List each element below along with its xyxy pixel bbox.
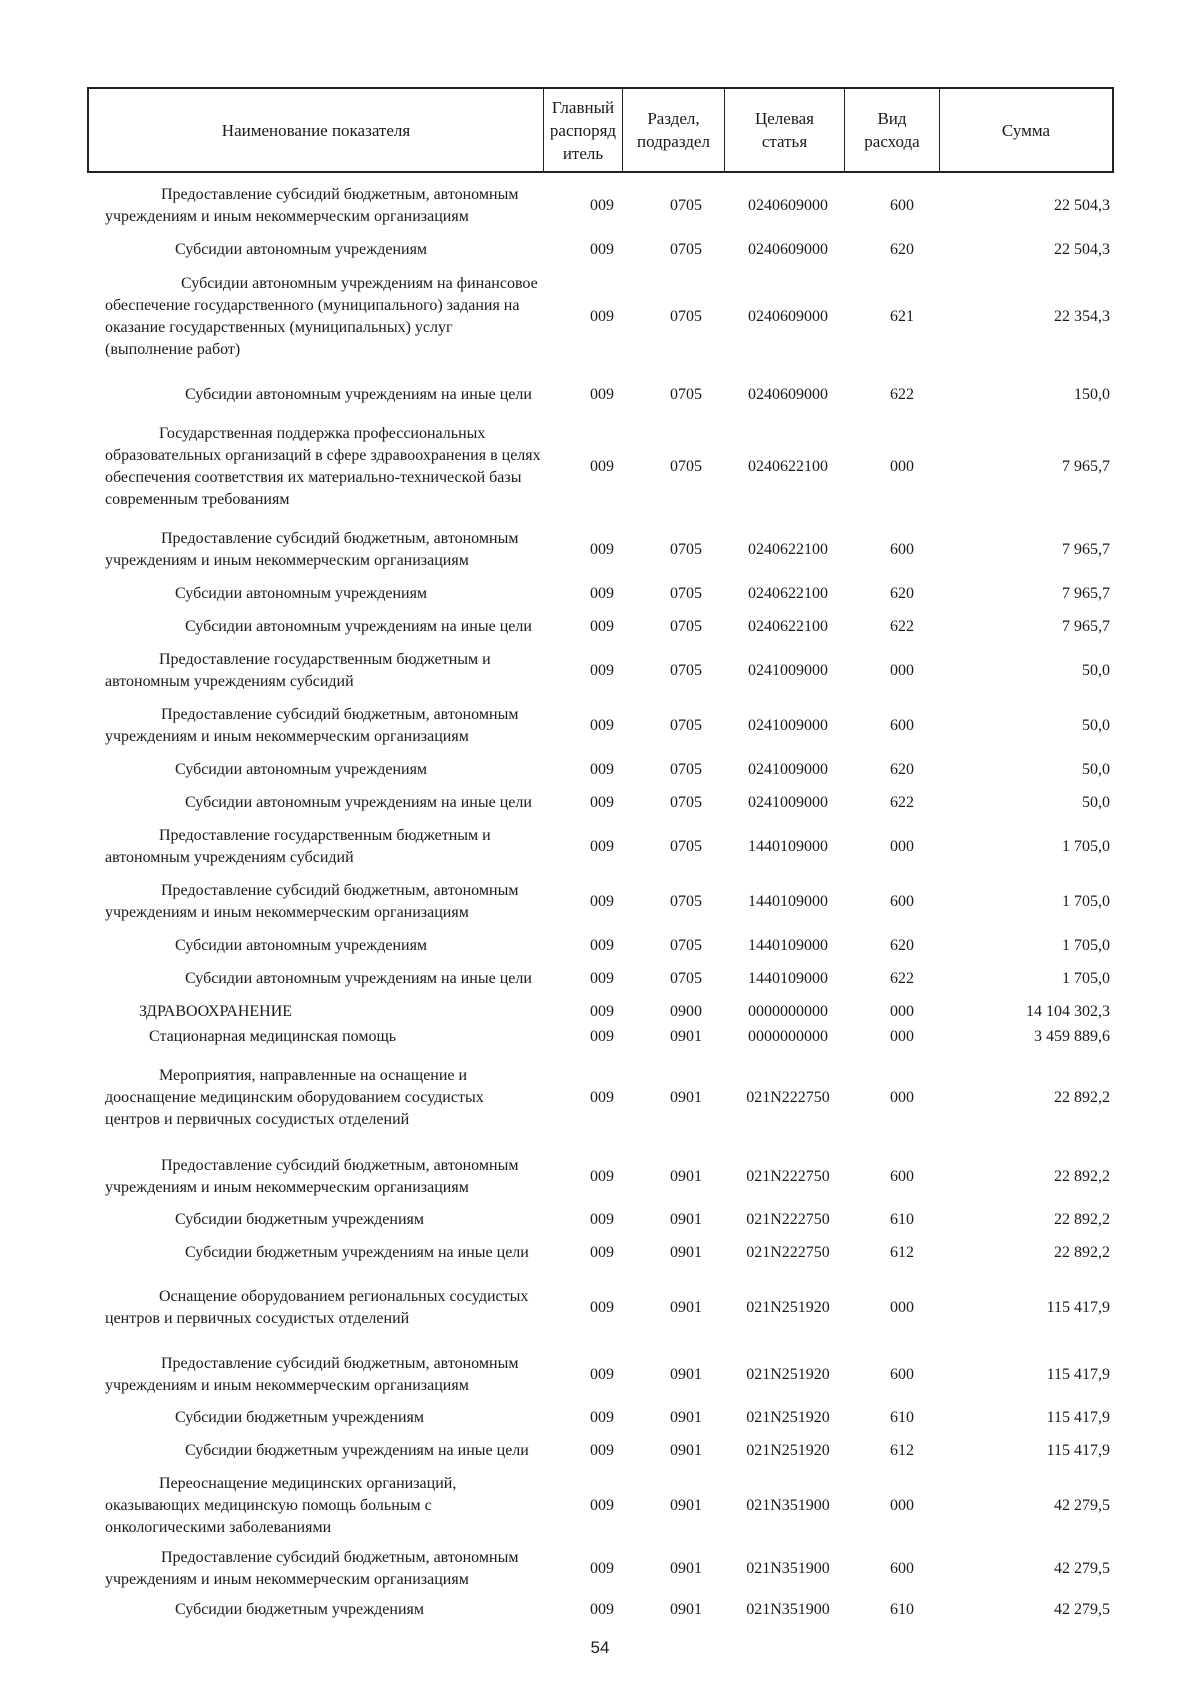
row-name-text: Субсидии бюджетным учреждениям на иные цели (185, 1442, 529, 1459)
row-section: 0901 (670, 1409, 702, 1426)
row-sum: 22 892,2 (1054, 1089, 1110, 1106)
row-sum: 42 279,5 (1054, 1560, 1110, 1577)
row-section: 0705 (670, 541, 702, 558)
row-type: 620 (890, 761, 914, 778)
row-admin: 009 (590, 308, 614, 325)
row-admin: 009 (590, 970, 614, 987)
row-section: 0705 (670, 893, 702, 910)
row-name (87, 1026, 542, 1048)
row-target: 021N222750 (746, 1089, 830, 1106)
row-name-text: Предоставление субсидий бюджетным, автономным учреждениям и иным некоммерческим организациям (105, 530, 519, 569)
row-admin: 009 (590, 1089, 614, 1106)
row-admin: 009 (590, 1366, 614, 1383)
table-row (87, 1231, 1114, 1275)
header-target: Целевая статья (725, 89, 845, 171)
row-target: 0240622100 (748, 458, 828, 475)
row-name (87, 184, 542, 228)
row-type: 600 (890, 893, 914, 910)
row-section: 0901 (670, 1442, 702, 1459)
row-name (87, 649, 542, 693)
row-name (87, 1286, 542, 1330)
row-type: 622 (890, 970, 914, 987)
row-name (87, 1440, 542, 1462)
row-sum: 50,0 (1082, 662, 1110, 679)
table-row (87, 1055, 1114, 1141)
row-name (87, 239, 542, 261)
row-section: 0705 (670, 458, 702, 475)
row-name (87, 759, 542, 781)
row-target: 021N251920 (746, 1409, 830, 1426)
row-admin: 009 (590, 1497, 614, 1514)
row-name-text: Субсидии автономным учреждениям на иные цели (185, 794, 532, 811)
table-row (87, 583, 1114, 605)
row-section: 0901 (670, 1168, 702, 1185)
row-section: 0901 (670, 1601, 702, 1618)
row-sum: 1 705,0 (1062, 893, 1110, 910)
row-name-text: Субсидии бюджетным учреждениям на иные цели (185, 1244, 529, 1261)
row-type: 600 (890, 541, 914, 558)
row-section: 0901 (670, 1299, 702, 1316)
row-section: 0705 (670, 717, 702, 734)
row-type: 600 (890, 1168, 914, 1185)
row-sum: 42 279,5 (1054, 1601, 1110, 1618)
header-name: Наименование показателя (89, 89, 544, 171)
table-body (87, 173, 1114, 1621)
row-admin: 009 (590, 241, 614, 258)
row-name-text: ЗДРАВООХРАНЕНИЕ (139, 1003, 293, 1020)
table-row (87, 935, 1114, 957)
row-type: 612 (890, 1442, 914, 1459)
row-name-text: Субсидии бюджетным учреждениям (175, 1211, 424, 1228)
row-name (87, 1407, 542, 1429)
row-admin: 009 (590, 1299, 614, 1316)
row-type: 620 (890, 241, 914, 258)
row-name (87, 1001, 542, 1023)
row-type: 620 (890, 937, 914, 954)
row-admin: 009 (590, 585, 614, 602)
row-type: 000 (890, 838, 914, 855)
table-row (87, 423, 1114, 511)
row-type: 600 (890, 197, 914, 214)
table-row (87, 759, 1114, 781)
row-target: 0240609000 (748, 386, 828, 403)
row-name (87, 1065, 542, 1131)
table-row (87, 693, 1114, 759)
row-admin: 009 (590, 1244, 614, 1261)
row-name (87, 1353, 542, 1397)
row-type: 000 (890, 1299, 914, 1316)
row-target: 0240622100 (748, 618, 828, 635)
row-type: 600 (890, 717, 914, 734)
row-admin: 009 (590, 1168, 614, 1185)
row-name (87, 880, 542, 924)
row-section: 0705 (670, 838, 702, 855)
row-target: 1440109000 (748, 970, 828, 987)
row-admin: 009 (590, 1601, 614, 1618)
row-sum: 14 104 302,3 (1026, 1003, 1110, 1020)
row-section: 0705 (670, 937, 702, 954)
row-type: 600 (890, 1560, 914, 1577)
row-type: 000 (890, 1028, 914, 1045)
row-name (87, 583, 542, 605)
row-admin: 009 (590, 1003, 614, 1020)
table-row (87, 267, 1114, 367)
row-sum: 50,0 (1082, 794, 1110, 811)
row-name-text: Государственная поддержка профессиональных образовательных организаций в сфере здравоохранения в целях обеспечения соответствия их материально-технической базы современным требованиям (105, 425, 541, 508)
table-row (87, 649, 1114, 693)
row-sum: 3 459 889,6 (1034, 1028, 1110, 1045)
row-section: 0901 (670, 1211, 702, 1228)
row-sum: 7 965,7 (1062, 541, 1110, 558)
table-row (87, 1023, 1114, 1051)
row-section: 0705 (670, 241, 702, 258)
row-section: 0900 (670, 1003, 702, 1020)
row-sum: 1 705,0 (1062, 937, 1110, 954)
row-sum: 50,0 (1082, 761, 1110, 778)
row-name-text: Предоставление государственным бюджетным и автономным учреждениям субсидий (105, 827, 491, 866)
row-section: 0901 (670, 1028, 702, 1045)
row-name-text: Предоставление субсидий бюджетным, автономным учреждениям и иным некоммерческим организациям (105, 1355, 519, 1394)
row-name (87, 1242, 542, 1264)
row-target: 021N222750 (746, 1168, 830, 1185)
row-name-text: Субсидии автономным учреждениям на иные цели (185, 970, 532, 987)
row-admin: 009 (590, 541, 614, 558)
row-admin: 009 (590, 893, 614, 910)
table-row (87, 825, 1114, 869)
row-name (87, 384, 542, 406)
row-name (87, 704, 542, 748)
row-type: 000 (890, 1089, 914, 1106)
row-target: 0240609000 (748, 241, 828, 258)
row-name (87, 423, 542, 511)
row-target: 021N251920 (746, 1366, 830, 1383)
table-row (87, 1001, 1114, 1023)
row-sum: 22 892,2 (1054, 1244, 1110, 1261)
row-admin: 009 (590, 1560, 614, 1577)
row-target: 0000000000 (748, 1028, 828, 1045)
row-admin: 009 (590, 618, 614, 635)
table-row (87, 1429, 1114, 1473)
row-type: 000 (890, 662, 914, 679)
table-row (87, 957, 1114, 1001)
row-admin: 009 (590, 717, 614, 734)
header-sum: Сумма (1001, 120, 1051, 140)
row-type: 000 (890, 458, 914, 475)
row-admin: 009 (590, 794, 614, 811)
row-section: 0901 (670, 1366, 702, 1383)
row-sum: 1 705,0 (1062, 970, 1110, 987)
table-row (87, 1145, 1114, 1209)
row-target: 0000000000 (748, 1003, 828, 1020)
table-row (87, 1599, 1114, 1621)
row-name-text: Переоснащение медицинских организаций, оказывающих медицинскую помощь больным с онкологическими заболеваниями (105, 1475, 457, 1536)
row-type: 622 (890, 794, 914, 811)
row-name-text: Оснащение оборудованием региональных сосудистых центров и первичных сосудистых отделений (105, 1288, 529, 1327)
row-type: 600 (890, 1366, 914, 1383)
row-target: 0241009000 (748, 717, 828, 734)
row-sum: 115 417,9 (1046, 1366, 1110, 1383)
row-section: 0705 (670, 761, 702, 778)
table-row (87, 1539, 1114, 1599)
row-target: 1440109000 (748, 893, 828, 910)
table-row (87, 1343, 1114, 1407)
table-row (87, 173, 1114, 239)
row-section: 0901 (670, 1560, 702, 1577)
row-sum: 22 504,3 (1054, 241, 1110, 258)
row-type: 612 (890, 1244, 914, 1261)
row-name (87, 825, 542, 869)
row-section: 0901 (670, 1497, 702, 1514)
row-type: 621 (890, 308, 914, 325)
table-header (87, 87, 1114, 173)
row-type: 610 (890, 1409, 914, 1426)
row-type: 620 (890, 585, 914, 602)
row-target: 021N251920 (746, 1299, 830, 1316)
row-name-text: Предоставление субсидий бюджетным, автономным учреждениям и иным некоммерческим организациям (105, 1157, 519, 1196)
row-name-text: Субсидии бюджетным учреждениям (175, 1601, 424, 1618)
row-target: 021N222750 (746, 1211, 830, 1228)
row-section: 0705 (670, 386, 702, 403)
row-type: 622 (890, 386, 914, 403)
row-admin: 009 (590, 1211, 614, 1228)
table-row (87, 1209, 1114, 1231)
row-admin: 009 (590, 458, 614, 475)
row-sum: 50,0 (1082, 717, 1110, 734)
header-type: Вид расхода (845, 89, 940, 171)
row-section: 0901 (670, 1244, 702, 1261)
row-name (87, 1547, 542, 1591)
row-name (87, 616, 542, 638)
row-name-text: Предоставление государственным бюджетным и автономным учреждениям субсидий (105, 651, 491, 690)
row-name (87, 935, 542, 957)
row-admin: 009 (590, 937, 614, 954)
row-name-text: Субсидии автономным учреждениям (175, 761, 428, 778)
row-admin: 009 (590, 761, 614, 778)
row-sum: 7 965,7 (1062, 618, 1110, 635)
row-target: 0240622100 (748, 541, 828, 558)
row-target: 1440109000 (748, 937, 828, 954)
row-name-text: Предоставление субсидий бюджетным, автономным учреждениям и иным некоммерческим организациям (105, 1549, 519, 1588)
page-number: 54 (590, 1638, 610, 1657)
row-name-text: Стационарная медицинская помощь (149, 1028, 397, 1045)
row-name (87, 1599, 542, 1621)
row-section: 0901 (670, 1089, 702, 1106)
row-section: 0705 (670, 618, 702, 635)
row-sum: 22 504,3 (1054, 197, 1110, 214)
row-admin: 009 (590, 1409, 614, 1426)
row-name-text: Субсидии автономным учреждениям на иные цели (185, 386, 532, 403)
row-name-text: Мероприятия, направленные на оснащение и дооснащение медицинским оборудованием сосудистых центров и первичных сосудистых отделений (105, 1067, 484, 1128)
row-section: 0705 (670, 585, 702, 602)
row-type: 610 (890, 1211, 914, 1228)
row-admin: 009 (590, 662, 614, 679)
table-row (87, 239, 1114, 261)
row-sum: 115 417,9 (1046, 1442, 1110, 1459)
row-target: 0241009000 (748, 662, 828, 679)
row-sum: 115 417,9 (1046, 1299, 1110, 1316)
row-target: 0240609000 (748, 308, 828, 325)
row-name-text: Субсидии бюджетным учреждениям (175, 1409, 424, 1426)
row-target: 021N251920 (746, 1442, 830, 1459)
row-target: 1440109000 (748, 838, 828, 855)
row-name (87, 1155, 542, 1199)
row-target: 021N222750 (746, 1244, 830, 1261)
row-sum: 7 965,7 (1062, 458, 1110, 475)
table-row (87, 781, 1114, 825)
row-admin: 009 (590, 386, 614, 403)
table-row (87, 1407, 1114, 1429)
row-admin: 009 (590, 1442, 614, 1459)
row-target: 021N351900 (746, 1497, 830, 1514)
row-section: 0705 (670, 662, 702, 679)
row-name-text: Субсидии автономным учреждениям (175, 585, 428, 602)
row-name-text: Предоставление субсидий бюджетным, автономным учреждениям и иным некоммерческим организациям (105, 882, 519, 921)
row-type: 610 (890, 1601, 914, 1618)
row-sum: 22 892,2 (1054, 1168, 1110, 1185)
table-row (87, 1279, 1114, 1337)
row-name (87, 1473, 542, 1539)
header-main-admin: Главный распоряд итель (544, 89, 623, 171)
row-sum: 1 705,0 (1062, 838, 1110, 855)
row-name-text: Субсидии автономным учреждениям на иные цели (185, 618, 532, 635)
row-section: 0705 (670, 197, 702, 214)
row-name-text: Субсидии автономным учреждениям (175, 937, 428, 954)
row-target: 0241009000 (748, 761, 828, 778)
table-row (87, 517, 1114, 583)
row-section: 0705 (670, 970, 702, 987)
row-name-text: Субсидии автономным учреждениям на финансовое обеспечение государственного (муниципального) задания на оказание государственных (муниципальных) услуг (выполнение работ) (105, 275, 538, 358)
table-row (87, 373, 1114, 417)
row-admin: 009 (590, 197, 614, 214)
row-admin: 009 (590, 1028, 614, 1045)
row-sum: 115 417,9 (1046, 1409, 1110, 1426)
row-name (87, 273, 542, 361)
row-type: 000 (890, 1003, 914, 1020)
row-target: 021N351900 (746, 1560, 830, 1577)
table-row (87, 605, 1114, 649)
row-sum: 22 354,3 (1054, 308, 1110, 325)
row-target: 0240622100 (748, 585, 828, 602)
row-name (87, 528, 542, 572)
header-section: Раздел, подраздел (623, 89, 725, 171)
table-row (87, 869, 1114, 935)
row-target: 0241009000 (748, 794, 828, 811)
row-name (87, 968, 542, 990)
row-name-text: Субсидии автономным учреждениям (175, 241, 428, 258)
row-type: 000 (890, 1497, 914, 1514)
row-type: 622 (890, 618, 914, 635)
row-section: 0705 (670, 794, 702, 811)
row-section: 0705 (670, 308, 702, 325)
row-name (87, 792, 542, 814)
row-name-text: Предоставление субсидий бюджетным, автономным учреждениям и иным некоммерческим организациям (105, 706, 519, 745)
row-sum: 150,0 (1074, 386, 1110, 403)
row-sum: 22 892,2 (1054, 1211, 1110, 1228)
row-sum: 42 279,5 (1054, 1497, 1110, 1514)
table-row (87, 1473, 1114, 1539)
row-target: 021N351900 (746, 1601, 830, 1618)
row-target: 0240609000 (748, 197, 828, 214)
row-sum: 7 965,7 (1062, 585, 1110, 602)
row-admin: 009 (590, 838, 614, 855)
row-name-text: Предоставление субсидий бюджетным, автономным учреждениям и иным некоммерческим организациям (105, 186, 519, 225)
row-name (87, 1209, 542, 1231)
